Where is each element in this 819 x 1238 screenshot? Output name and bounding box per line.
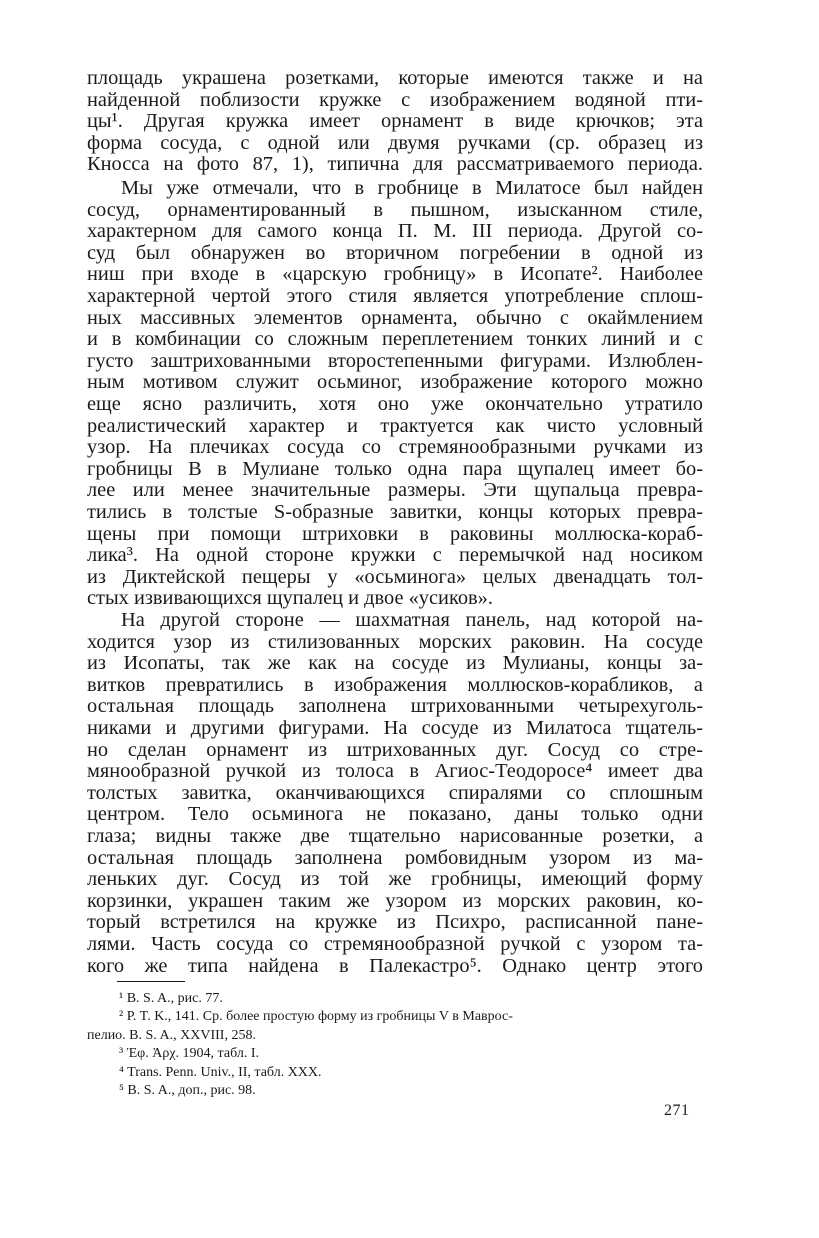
text-line: остальная площадь заполнена штрихованными четырехуголь- [87, 695, 703, 718]
text-line: густо заштрихованными второстепенными фигурами. Излюблен- [87, 349, 703, 372]
text-line: реалистический характер и трактуется как чисто условный [87, 414, 703, 437]
text-line: ных массивных элементов орнамента, обычно с окаймлением [87, 306, 703, 329]
footnote-divider [117, 981, 185, 982]
text-line: центром. Тело осьминога не показано, даны только одни [87, 803, 703, 826]
text-line: из Исопаты, так же как на сосуде из Мулианы, концы за- [87, 652, 703, 675]
footnote-2-continued: пелио. B. S. A., XXVIII, 258. [87, 1027, 256, 1043]
paragraph-2 [87, 178, 703, 610]
text-line: витков превратились в изображения моллюсков-корабликов, а [87, 673, 703, 696]
footnotes [87, 990, 703, 1100]
text-line: лее или менее значительные размеры. Эти щупальца превра- [87, 479, 703, 502]
text-line: корзинки, украшен таким же узором из морских раковин, ко- [87, 889, 703, 912]
text-line: суд был обнаружен во вторичном погребении в одной из [87, 241, 703, 264]
text-line: характерном для самого конца П. М. III периода. Другой со- [87, 220, 703, 243]
text-line: сосуд, орнаментированный в пышном, изысканном стиле, [87, 198, 703, 221]
text-line: остальная площадь заполнена ромбовидным узором из ма- [87, 846, 703, 869]
text-line: Кносса на фото 87, 1), типична для рассматриваемого периода. [87, 153, 703, 176]
text-line: но сделан орнамент из штрихованных дуг. Сосуд со стре- [87, 738, 703, 761]
text-line: торый встретился на кружке из Психро, расписанной пане- [87, 911, 703, 934]
text-line: толстых завитка, оканчивающихся спиралями со сплошным [87, 781, 703, 804]
text-line: площадь украшена розетками, которые имеются также и на [87, 67, 703, 89]
text-line: На другой стороне — шахматная панель, над которой на- [121, 609, 703, 631]
text-line: ным мотивом служит осьминог, изображение которого можно [87, 371, 703, 394]
text-line: глаза; видны также две тщательно нарисованные розетки, а [87, 824, 703, 847]
text-line: из Диктейской пещеры у «осьминога» целых двенадцать тол- [87, 565, 703, 588]
text-line: форма сосуда, с одной или двумя ручками (ср. образец из [87, 131, 703, 154]
paragraph-body [87, 68, 703, 176]
text-line: стых извивающихся щупалец и двое «усиков». [87, 587, 493, 610]
text-line: тились в толстые S-образные завитки, концы которых превра- [87, 500, 703, 523]
text-line: лями. Часть сосуда со стремянообразной ручкой с узором та- [87, 932, 703, 955]
paragraph-3 [87, 610, 703, 977]
text-line: леньких дуг. Сосуд из той же гробницы, имеющий форму [87, 868, 703, 891]
text-line: кого же типа найдена в Палекастро⁵. Однако центр этого [87, 954, 703, 977]
paragraph-1 [87, 68, 703, 176]
text-line: и в комбинации со сложным переплетением тонких линий и с [87, 328, 703, 351]
text-line: цы¹. Другая кружка имеет орнамент в виде крючков; эта [87, 110, 703, 133]
text-line: гробницы В в Мулиане только одна пара щупалец имеет бо- [87, 457, 703, 480]
text-line: Мы уже отмечали, что в гробнице в Милатосе был найден [121, 177, 703, 199]
paragraph-body [87, 178, 703, 610]
text-line: никами и другими фигурами. На сосуде из Милатоса тщатель- [87, 716, 703, 739]
footnote-4: ⁴ Trans. Penn. Univ., II, табл. XXX. [119, 1064, 322, 1080]
footnote-3: ³ Ἐφ. Ἀρχ. 1904, табл. I. [119, 1046, 259, 1062]
paragraph-body [87, 610, 703, 977]
footnote-1: ¹ B. S. A., рис. 77. [119, 991, 223, 1006]
footnote-5: ⁵ B. S. A., доп., рис. 98. [119, 1083, 256, 1099]
text-line: характерной чертой этого стиля является употребление сплош- [87, 284, 703, 307]
text-line: узор. На плечиках сосуда со стремянообразными ручками из [87, 436, 703, 459]
text-line: найденной поблизости кружке с изображением водяной пти- [87, 88, 703, 111]
page-number: 271 [664, 1102, 690, 1119]
text-line: ниш при входе в «царскую гробницу» в Исопате². Наиболее [87, 263, 703, 286]
text-line: мянообразной ручкой из толоса в Агиос-Теодоросе⁴ имеет два [87, 760, 703, 783]
text-line: лика³. На одной стороне кружки с перемычкой над носиком [87, 544, 703, 567]
text-line: еще ясно различить, хотя оно уже окончательно утратило [87, 392, 703, 415]
text-line: ходится узор из стилизованных морских раковин. На сосуде [87, 630, 703, 653]
text-line: щены при помощи штриховки в раковины моллюска-кораб- [87, 522, 703, 545]
footnote-2: ² P. T. K., 141. Ср. более простую форму из гробницы V в Маврос- [119, 1009, 513, 1025]
